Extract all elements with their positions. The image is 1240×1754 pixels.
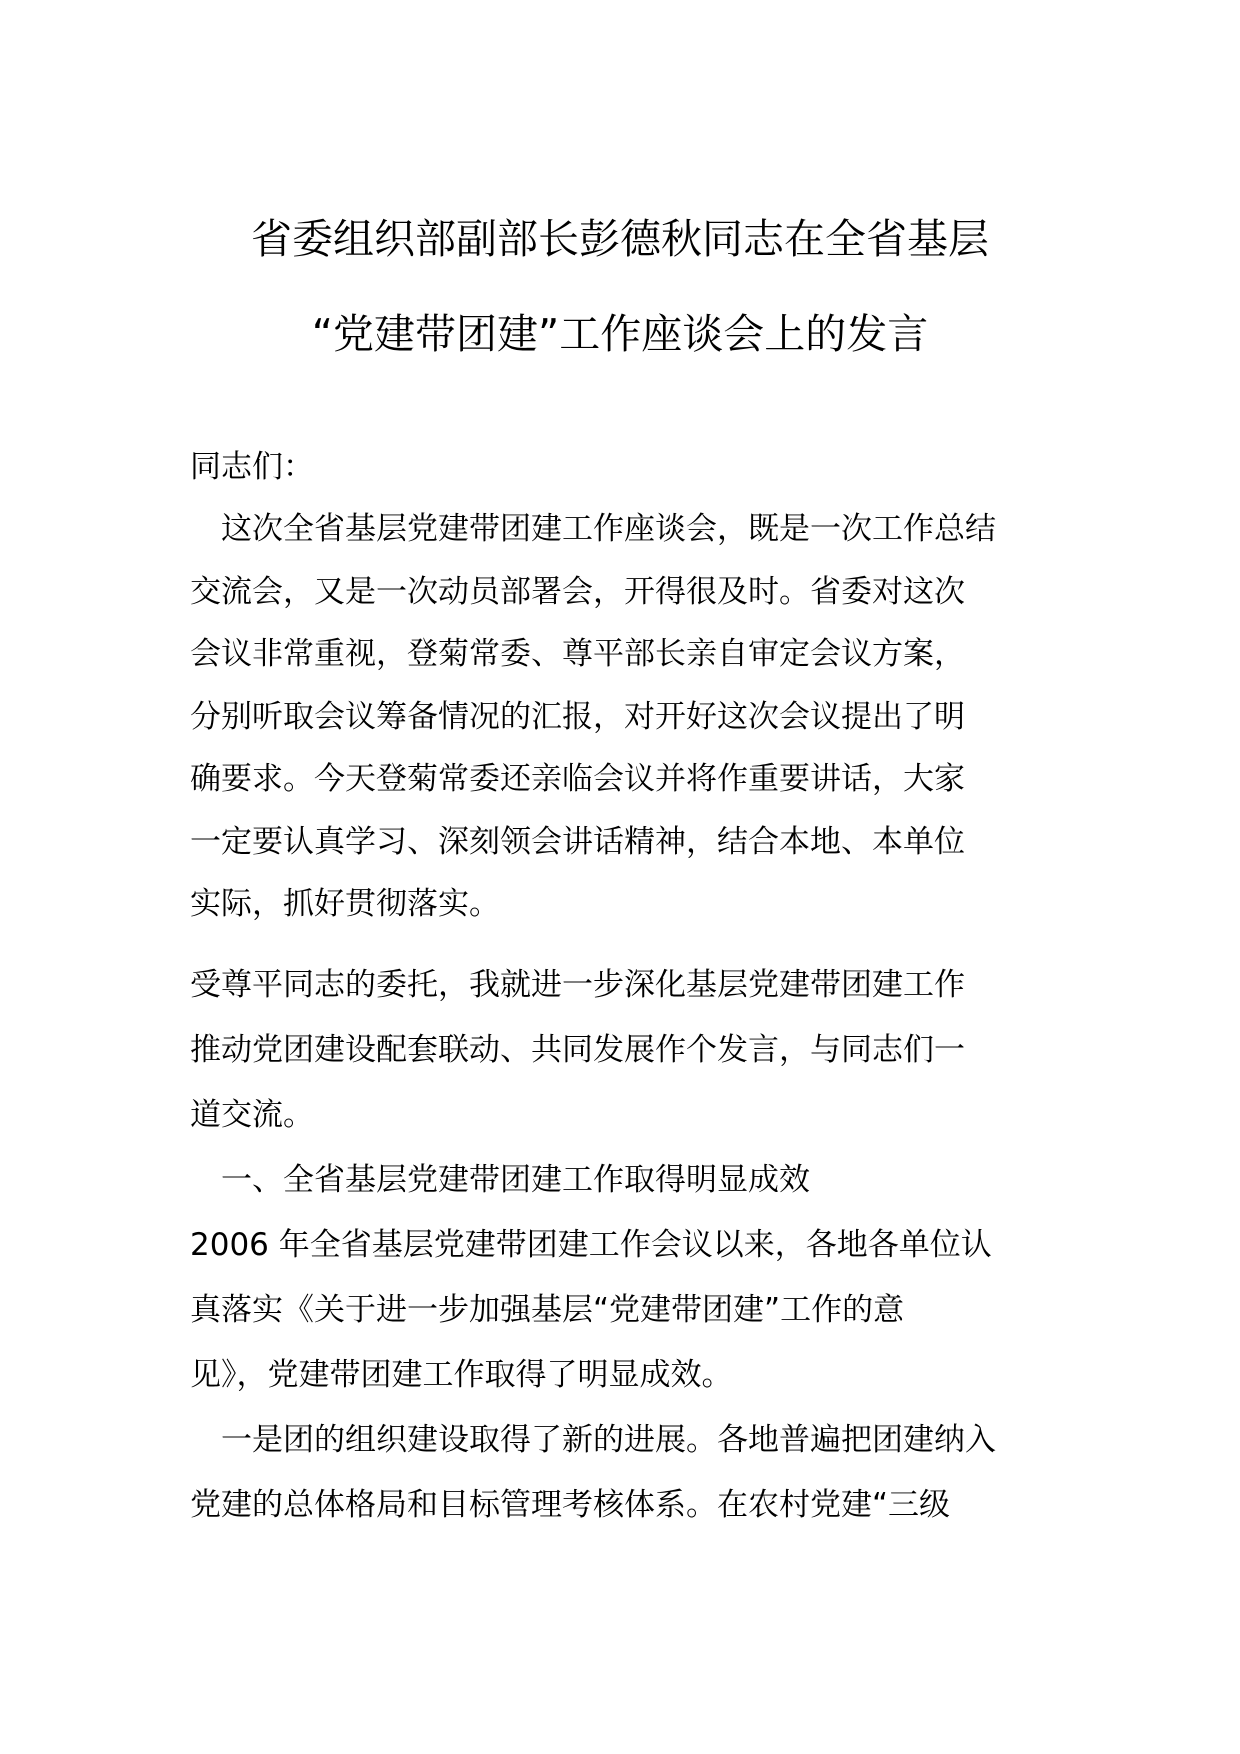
paragraph-line: 会议非常重视，登菊常委、尊平部长亲自审定会议方案，: [190, 636, 965, 672]
paragraph-line: 实际，抓好贯彻落实。: [190, 886, 500, 922]
paragraph-line: 受尊平同志的委托，我就进一步深化基层党建带团建工作: [190, 967, 965, 1003]
paragraph-line: 道交流。: [190, 1097, 314, 1133]
document-title-line-2: “党建带团建”工作座谈会上的发言: [311, 310, 929, 358]
paragraph-line: 一定要认真学习、深刻领会讲话精神，结合本地、本单位: [190, 824, 965, 860]
paragraph-line: 确要求。今天登菊常委还亲临会议并将作重要讲话，大家: [190, 761, 965, 797]
paragraph-line: 推动党团建设配套联动、共同发展作个发言，与同志们一: [190, 1032, 965, 1068]
paragraph-line: 党建的总体格局和目标管理考核体系。在农村党建“三级: [190, 1487, 951, 1523]
paragraph-line: 分别听取会议筹备情况的汇报，对开好这次会议提出了明: [190, 699, 965, 735]
paragraph-line: 一是团的组织建设取得了新的进展。各地普遍把团建纳入: [190, 1422, 996, 1458]
paragraph-line: 这次全省基层党建带团建工作座谈会，既是一次工作总结: [190, 511, 996, 547]
paragraph-line: 交流会，又是一次动员部署会，开得很及时。省委对这次: [190, 574, 965, 610]
document-title-line-1: 省委组织部副部长彭德秋同志在全省基层: [251, 215, 989, 263]
paragraph-line: 见》，党建带团建工作取得了明显成效。: [190, 1357, 733, 1393]
salutation: 同志们：: [190, 449, 314, 485]
paragraph-line: 真落实《关于进一步加强基层“党建带团建”工作的意: [190, 1292, 905, 1328]
section-heading: 一、全省基层党建带团建工作取得明显成效: [190, 1162, 810, 1198]
paragraph-line: 2006 年全省基层党建带团建工作会议以来，各地各单位认: [190, 1227, 992, 1263]
